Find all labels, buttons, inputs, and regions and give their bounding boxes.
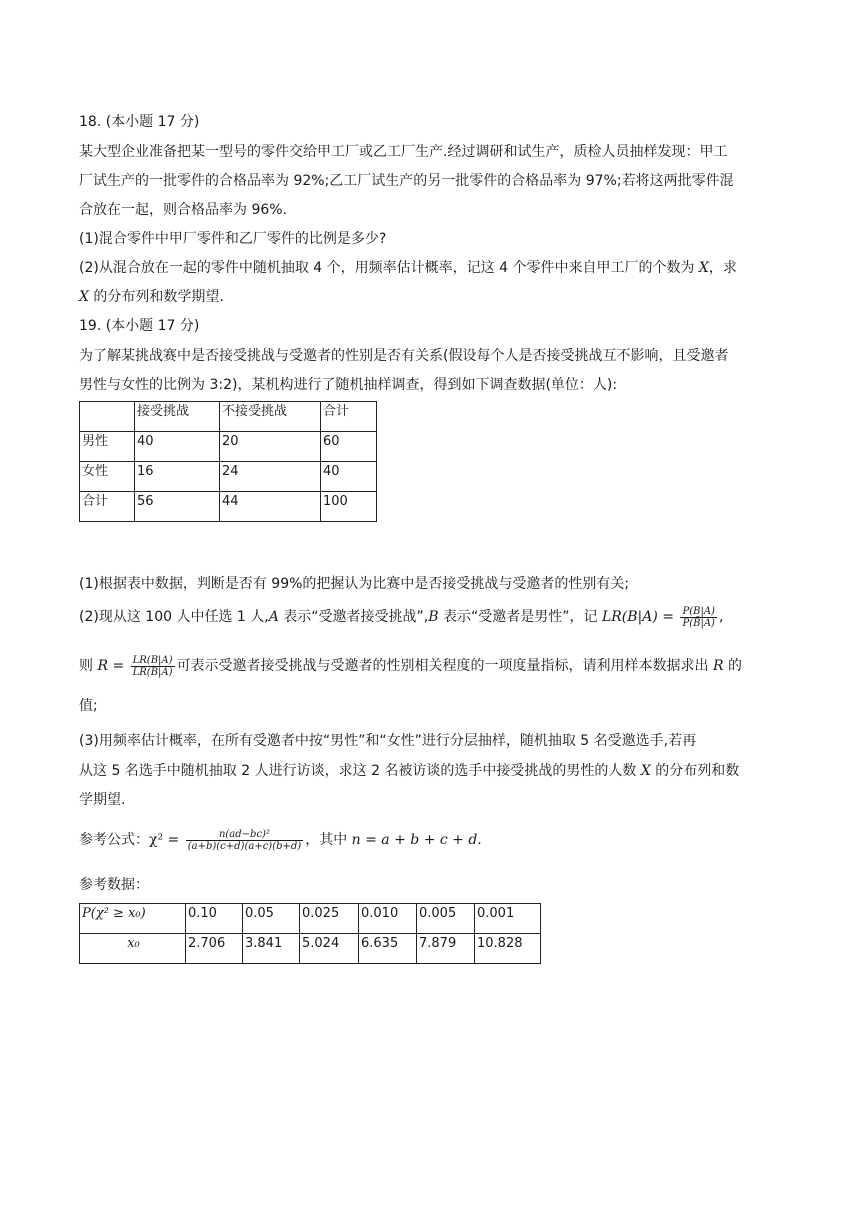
table-cell: 40 <box>321 462 377 492</box>
var-x: X <box>698 260 709 276</box>
table-cell: 5.024 <box>300 934 359 964</box>
table-cell: 3.841 <box>243 934 300 964</box>
q18-sub-2-text: (2)从混合放在一起的零件中随机抽取 4 个，用频率估计概率，记这 4 个零件中来自甲工厂的个数为 <box>79 260 695 276</box>
fraction-numerator: n(ad−bc)² <box>186 829 303 841</box>
q19-heading: 19. (本小题 17 分) <box>79 318 200 334</box>
r-fraction <box>131 655 175 678</box>
lr-fraction <box>680 606 716 629</box>
table-cell: 6.635 <box>359 934 417 964</box>
q18-para-2: 厂试生产的一批零件的合格品率为 92%;乙工厂试生产的另一批零件的合格品率为 97%;若将这两批零件混 <box>79 173 734 189</box>
q19-sub-3-cont <box>79 761 739 781</box>
table-row <box>80 904 541 934</box>
table-cell: 20 <box>220 432 321 462</box>
fraction-denominator: LR(B|Ā) <box>132 666 173 678</box>
q19-sub-2-text-c: 表示“受邀者是男性”，记 <box>438 609 602 625</box>
q19-para-2: 男性与女性的比例为 3:2)，某机构进行了随机抽样调查，得到如下调查数据(单位：人): <box>79 377 618 393</box>
q18-sub-2-tail: ，求 <box>708 260 737 276</box>
reference-formula <box>79 827 482 853</box>
fraction-denominator: P(B̄|A) <box>682 617 715 629</box>
chi-square-symbol: χ² = <box>149 832 180 848</box>
table-cell: 0.010 <box>359 904 417 934</box>
table-cell: 40 <box>135 432 220 462</box>
q18-sub-2 <box>79 258 737 278</box>
q18-para-3: 合放在一起，则合格品率为 96%. <box>79 202 288 218</box>
survey-table <box>79 401 377 522</box>
var-a: A <box>268 609 279 625</box>
q19-sub-3-text: 从这 5 名选手中随机抽取 2 人进行访谈，求这 2 名被访谈的选手中接受挑战的男性的人数 <box>79 763 637 779</box>
q19-sub-2-cont <box>79 654 742 678</box>
var-b: B <box>428 609 439 625</box>
table-cell: 0.10 <box>186 904 243 934</box>
q18-sub-2-cont-text: 的分布列和数学期望. <box>88 289 224 305</box>
q19-sub-2-cont-text-c: 的 <box>723 658 743 674</box>
q19-sub-3: (3)用频率估计概率，在所有受邀者中按“男性”和“女性”进行分层抽样，随机抽取 5 名受邀选手,若再 <box>79 733 697 749</box>
q19-sub-1: (1)根据表中数据，判断是否有 99%的把握认为比赛中是否接受挑战与受邀者的性别有关; <box>79 576 630 592</box>
table-row <box>80 492 377 522</box>
fraction-denominator: (a+b)(c+d)(a+c)(b+d) <box>187 840 302 852</box>
table-cell: 0.05 <box>243 904 300 934</box>
q18-sub-2-cont <box>79 287 224 307</box>
chi-square-fraction <box>186 829 303 852</box>
var-r: R <box>713 658 724 674</box>
table-cell: 7.879 <box>417 934 475 964</box>
q19-para-1: 为了解某挑战赛中是否接受挑战与受邀者的性别是否有关系(假设每个人是否接受挑战互不影响，且受邀者 <box>79 348 729 364</box>
table-cell: 0.025 <box>300 904 359 934</box>
table-cell: 56 <box>135 492 220 522</box>
table-row <box>80 402 377 432</box>
table-cell: 0.001 <box>475 904 541 934</box>
table-cell: P(χ² ≥ x₀) <box>80 904 186 934</box>
q18-sub-1: (1)混合零件中甲厂零件和乙厂零件的比例是多少? <box>79 231 387 247</box>
table-cell: 2.706 <box>186 934 243 964</box>
var-x: X <box>640 763 651 779</box>
fraction-numerator: P(B|A) <box>682 605 715 617</box>
table-cell: 0.005 <box>417 904 475 934</box>
reference-table <box>79 903 541 964</box>
fraction-numerator: LR(B|A) <box>132 654 173 666</box>
table-row <box>80 462 377 492</box>
table-row <box>80 432 377 462</box>
var-x: X <box>79 289 89 305</box>
table-cell: 24 <box>220 462 321 492</box>
q19-sub-2-end: 值; <box>79 698 98 714</box>
table-cell <box>80 402 135 432</box>
q19-sub-2-cont-text-b: 可表示受邀者接受挑战与受邀者的性别相关程度的一项度量指标，请利用样本数据求出 <box>176 658 709 674</box>
q19-sub-2 <box>79 605 723 629</box>
formula-text: ，其中 <box>305 832 352 848</box>
table-cell: 60 <box>321 432 377 462</box>
table-cell: 不接受挑战 <box>220 402 321 432</box>
punctuation: , <box>718 609 724 625</box>
q19-sub-2-text-b: 表示“受邀者接受挑战”, <box>278 609 429 625</box>
reference-data-label: 参考数据： <box>79 877 149 893</box>
table-cell: 接受挑战 <box>135 402 220 432</box>
lr-expression: LR(B|A) = <box>601 609 675 625</box>
table-cell: 男性 <box>80 432 135 462</box>
q19-sub-3-text-b: 的分布列和数 <box>650 763 740 779</box>
n-expression: n = a + b + c + d. <box>351 832 482 848</box>
table-cell: 合计 <box>80 492 135 522</box>
r-expression: R = <box>97 658 125 674</box>
q18-para-1: 某大型企业准备把某一型号的零件交给甲工厂或乙工厂生产.经过调研和试生产，质检人员抽样发现：甲工 <box>79 144 728 160</box>
table-cell: x₀ <box>80 934 186 964</box>
q18-heading: 18. (本小题 17 分) <box>79 114 200 130</box>
table-cell: 女性 <box>80 462 135 492</box>
q19-sub-2-text: (2)现从这 100 人中任选 1 人, <box>79 609 269 625</box>
table-cell: 44 <box>220 492 321 522</box>
table-cell: 10.828 <box>475 934 541 964</box>
formula-label: 参考公式： <box>79 832 149 848</box>
q19-sub-3-end: 学期望. <box>79 792 126 808</box>
table-cell: 16 <box>135 462 220 492</box>
q19-sub-2-cont-text: 则 <box>79 658 98 674</box>
table-row <box>80 934 541 964</box>
table-cell: 合计 <box>321 402 377 432</box>
table-cell: 100 <box>321 492 377 522</box>
